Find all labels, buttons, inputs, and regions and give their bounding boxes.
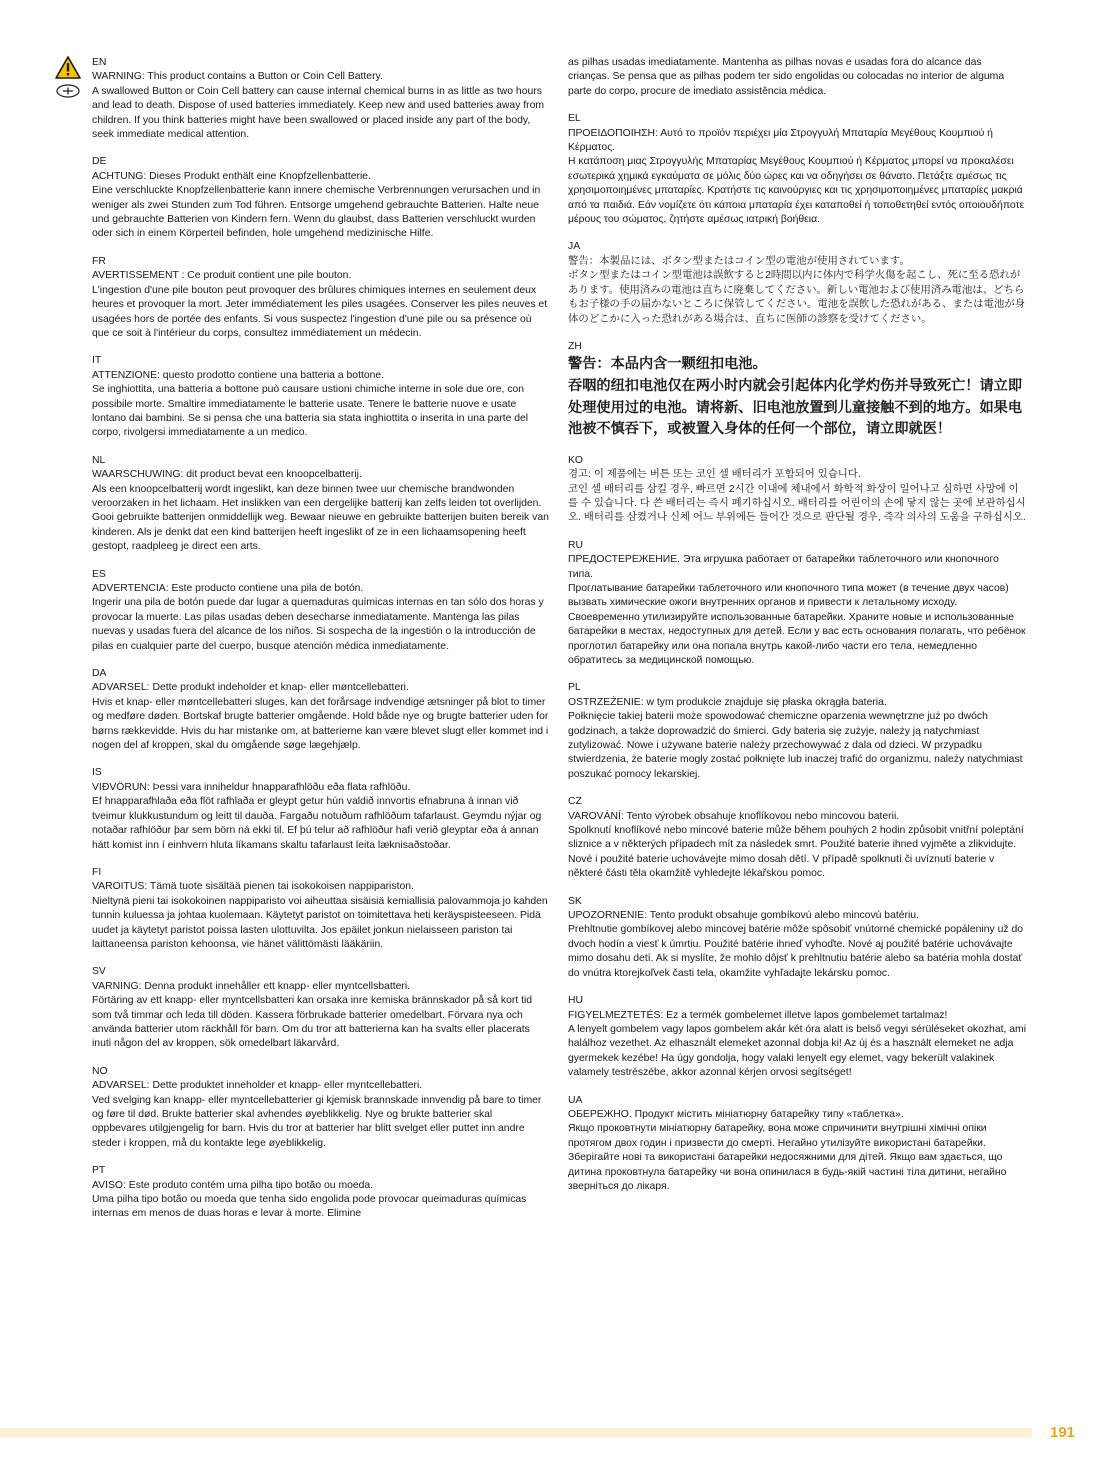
warning-text: ボタン型またはコイン型電池は誤飲すると2時間以内に体内で科学火傷を起こし、死に至る恐れがあります。使用済みの電池は直ちに廃棄してください。新しい電池および使用済み電池は、どちらもお子様の手の届かないところに保管してください。電池を誤飲した恐れがある、または電池が身体のどこかに入った恐れがある場合は、直ちに医師の診察を受けてください。 bbox=[568, 270, 1026, 325]
warning-text: Якщо проковтнути мініатюрну батарейку, вона може спричинити внутрішні хімічні опіки протягом двох годин і призвести до смерті. Негайно утилізуйте використані батарейки. Зберігайте нові та використані батарейки недосяжними для дітей. Якщо вам здається, що дитина проковтнула батарейку чи вона опинилася в будь-якій частині тіла дитини, негайно зверніться до лікаря. bbox=[568, 1123, 1007, 1192]
language-code: EN bbox=[92, 57, 107, 68]
warning-heading: WARNING: This product contains a Button or Coin Cell Battery. bbox=[92, 71, 383, 83]
warning-text: Hvis et knap- eller møntcellebatteri sluges, kan det forårsage indvendige ætsninger på blot to timer og medføre døden. Bortskaf brugte batterier omgående. Hold både nye og brugte batterier uden for børns rækkevidde. Hvis du har mistanke om, at batterierne kan være blevet slugt eller kommet ind i nogen del af kroppen, skal du omgående søge lægehjælp. bbox=[92, 696, 549, 752]
warning-section-no bbox=[92, 1065, 549, 1151]
warning-text: A swallowed Button or Coin Cell battery can cause internal chemical burns in as little as two hours and lead to death. Dispose of used batteries immediately. Keep new and used batteries away from children. If you think batteries might have been swallowed or placed inside any part of the body, seek immediate medical attention. bbox=[92, 85, 545, 141]
language-code: ZH bbox=[568, 340, 582, 352]
warning-section-nl bbox=[92, 454, 549, 555]
warning-section-el bbox=[568, 112, 1026, 227]
warning-heading: WAARSCHUWING: dit product bevat een knoopcelbatterij. bbox=[92, 469, 362, 481]
warning-heading: VIÐVÖRUN: Þessi vara inniheldur hnapparafhlöðu eða flata rafhlöðu. bbox=[92, 781, 411, 793]
warning-text: Förtäring av ett knapp- eller myntcellsbatteri kan orsaka inre kemiska brännskador på så kort tid som två timmar och leda till döden. Kassera förbrukade batterier omedelbart. Förvara nya och använda batterier utom räckhåll för barn. Om du tror att batterierna kan ha svalts eller placerats inuti någon del av kroppen, sök omedelbart läkarvård. bbox=[92, 995, 533, 1050]
warning-text: 코인 셀 배터리를 삼킬 경우, 빠르면 2시간 이내에 체내에서 화학적 화상이 일어나고 심하면 사망에 이를 수 있습니다. 다 쓴 배터리는 즉시 폐기하십시오. 배터리를 어린이의 손에 닿지 않는 곳에 보관하십시오. 배터리를 삼켰거나 신체 어느 부위에든 들어간 것으로 판단될 경우, 즉각 의사의 도움을 구하십시오. bbox=[568, 483, 1026, 524]
language-code: HU bbox=[568, 995, 584, 1007]
language-code: CZ bbox=[568, 796, 582, 808]
warning-section-ja bbox=[568, 240, 1026, 326]
warning-heading: AVISO: Este produto contém uma pilha tipo botão ou moeda. bbox=[92, 1179, 374, 1191]
warning-heading: AVERTISSEMENT : Ce produit contient une pile bouton. bbox=[92, 270, 352, 282]
language-code: DE bbox=[92, 156, 107, 168]
icon-group bbox=[55, 56, 81, 99]
warning-text: Nieltynä pieni tai isokokoinen nappiparisto voi aiheuttaa sisäisiä kemiallisia palovammoja jo kahden tunnin kuluessa ja johtaa kuolemaan. Käytetyt paristot on toimitettava heti keräyspisteeseen. Pidä uudet ja käytetyt paristot poissa lasten ulottuvilta. Jos epäilet jonkun nielaisseen pariston tai laittaneensa pariston kehoonsa, vie hänet välittömästi lääkäriin. bbox=[92, 895, 548, 950]
warning-heading: 警告：本品内含一颗纽扣电池。 bbox=[568, 356, 767, 373]
warning-heading: ОБЕРЕЖНО. Продукт містить мініатюрну батарейку типу «таблетка». bbox=[568, 1108, 904, 1120]
warning-heading: ADVARSEL: Dette produkt indeholder et knap- eller møntcellebatteri. bbox=[92, 682, 409, 694]
warning-section-sk bbox=[568, 895, 1026, 981]
warning-text: Ved svelging kan knapp- eller myntcellebatterier gi kjemisk brannskade innvendig på bare to timer og føre til død. Brukte batterier skal avhendes øyeblikkelig. Nye og brukte batterier skal oppbevares utilgjengelig for barn. Hvis du tror at batterier har blitt svelget eller puttet inn andre steder i kroppen, må du kontakte lege øyeblikkelig. bbox=[92, 1094, 542, 1149]
warning-text: Połknięcie takiej baterii może spowodować chemiczne oparzenia wewnętrzne już po dwóch godzinach, a także doprowadzić do śmierci. Gdy bateria się zużyje, należy ją natychmiast zutylizować. Nowe i używane baterie należy przechowywać z dala od dzieci. W przypadku stwierdzenia, że baterie mogły zostać połknięte lub inaczej trafić do organizmu, należy natychmiast poszukać pomocy lekarskiej. bbox=[568, 711, 1023, 780]
warning-section-de bbox=[92, 155, 549, 241]
warning-text: Prehltnutie gombíkovej alebo mincovej batérie môže spôsobiť vnútorné chemické popáleniny už do dvoch hodín a viesť k úmrtiu. Použité batérie ihneď vyhoďte. Nové aj použité batérie uchovávajte mimo dosahu detí. Ak si myslíte, že mohlo dôjsť k prehltnutiu batérie alebo sa batéria mohla dostať do vnútra ktorejkoľvek časti tela, okamžite vyhľadajte lekársku pomoc. bbox=[568, 924, 1023, 979]
warning-text: Als een knoopcelbatterij wordt ingeslikt, kan deze binnen twee uur chemische brandwonden veroorzaken in het lichaam. Het inslikken van een dergelijke batterij kan zelfs leiden tot overlijden. Gooi gebruikte batterijen onmiddellijk weg. Bewaar nieuwe en gebruikte batterijen buiten bereik van kinderen. Als je denkt dat een kind batterijen heeft ingeslikt of ze in een lichaamsopening heeft gestopt, raadpleeg je direct een arts. bbox=[92, 483, 549, 553]
warning-heading: ΠΡΟΕΙΔΟΠΟΙΗΣΗ: Αυτό το προϊόν περιέχει μία Στρογγυλή Μπαταρία Μεγέθους Κουμπιού ή Κέρματος. bbox=[568, 127, 993, 154]
warning-triangle-icon bbox=[55, 56, 81, 79]
warning-section-ru bbox=[568, 539, 1026, 669]
language-code: KO bbox=[568, 454, 584, 466]
warning-text: Uma pilha tipo botão ou moeda que tenha sido engolida pode provocar queimaduras químicas internas em menos de duas horas e levar à morte. Elimine bbox=[92, 1194, 527, 1220]
warning-text: Проглатывание батарейки таблеточного или кнопочного типа может (в течение двух часов) вызвать химические ожоги внутренних органов и привести к летальному исходу. Своевременно утилизируйте использованные батарейки. Храните новые и использованные батарейки в местах, недоступных для детей. Если у вас есть основания полагать, что ребёнок проглотил батарейку или она попала внутрь какой-либо части его тела, немедленно обратитесь за медицинской помощью. bbox=[568, 582, 1026, 666]
right-column bbox=[568, 56, 1026, 1207]
language-code: JA bbox=[568, 241, 581, 253]
warning-heading: VAROVÁNÍ: Tento výrobek obsahuje knoflíkovou nebo mincovou baterii. bbox=[568, 810, 900, 822]
coin-battery-icon bbox=[55, 83, 81, 99]
warning-text: 吞咽的纽扣电池仅在两小时内就会引起体内化学灼伤并导致死亡！请立即处理使用过的电池。请将新、旧电池放置到儿童接触不到的地方。如果电池被不慎吞下，或被置入身体的任何一个部位，请立即就医！ bbox=[568, 377, 1023, 438]
language-code: EL bbox=[568, 113, 581, 125]
warning-section-es bbox=[92, 568, 549, 654]
warning-heading: VARNING: Denna produkt innehåller ett knapp- eller myntcellsbatteri. bbox=[92, 980, 411, 992]
warning-text: Ingerir una pila de botón puede dar lugar a quemaduras químicas internas en tan sólo dos horas y provocar la muerte. Las pilas usadas deben desecharse inmediatamente. Mantenga las pilas nuevas y usadas fuera del alcance de los niños. Si sospecha de la ingestión o la introducción de pilas en cualquier parte del cuerpo, busque atención médica inmediatamente. bbox=[92, 597, 544, 652]
language-code: PL bbox=[568, 682, 581, 694]
language-code: FI bbox=[92, 866, 102, 878]
warning-heading: ATTENZIONE: questo prodotto contiene una batteria a bottone. bbox=[92, 369, 385, 381]
warning-section-fi bbox=[92, 866, 549, 952]
language-code: IT bbox=[92, 355, 102, 367]
warning-section-ko bbox=[568, 454, 1026, 526]
language-code: DA bbox=[92, 668, 107, 680]
warning-section-pt bbox=[92, 1164, 549, 1222]
language-code: FR bbox=[92, 255, 106, 267]
language-code: NO bbox=[92, 1065, 108, 1077]
warning-text: Η κατάποση μιας Στρογγυλής Μπαταρίας Μεγέθους Κουμπιού ή Κέρματος μπορεί να προκαλέσει εσωτερικά χημικά εγκαύματα σε μόλις δύο ώρες και να οδηγήσει σε θάνατο. Πετάξτε αμέσως τις χρησιμοποιημένες μπαταρίες. Κρατήστε τις καινούργιες και τις χρησιμοποιημένες μπαταρίες μακριά από τα παιδιά. Εάν νομίζετε ότι κάποια μπαταρία έχει καταποθεί ή τοποθετηθεί εντός οποιουδήποτε μέρους του σώματος, ζητήστε αμέσως ιατρική βοήθεια. bbox=[568, 156, 1025, 226]
language-code: ES bbox=[92, 568, 106, 580]
language-code: NL bbox=[92, 454, 106, 466]
warning-heading: FIGYELMEZTETÉS: Ez a termék gombelemet illetve lapos gombelemet tartalmaz! bbox=[568, 1009, 948, 1021]
warning-section-it bbox=[92, 354, 549, 440]
warning-heading: VAROITUS: Tämä tuote sisältää pienen tai isokokoisen nappipariston. bbox=[92, 881, 414, 893]
language-code: SK bbox=[568, 895, 582, 907]
left-column bbox=[92, 56, 549, 1235]
warning-heading: ПРЕДОСТЕРЕЖЕНИЕ. Эта игрушка работает от батарейки таблеточного или кнопочного типа. bbox=[568, 554, 999, 580]
warning-text: Eine verschluckte Knopfzellenbatterie kann innere chemische Verbrennungen verursachen und in weniger als zwei Stunden zum Tod führen. Entsorge umgehend gebrauchte Batterien. Halte neue und gebrauchte Batterien von Kindern fern. Wenn du glaubst, dass Batterien verschluckt wurden oder sich in einem Körperteil befinden, hole umgehend medizinische Hilfe. bbox=[92, 185, 541, 240]
footer-band bbox=[0, 1428, 1032, 1438]
warning-heading: ACHTUNG: Dieses Produkt enthält eine Knopfzellenbatterie. bbox=[92, 170, 371, 182]
warning-heading: 警告：本製品には、ボタン型またはコイン型の電池が使用されています。 bbox=[568, 255, 910, 267]
warning-text: Spolknutí knoflíkové nebo mincové baterie může během pouhých 2 hodin způsobit vnitřní poleptání sliznice a v některých případech mít za následek smrt. Použité baterie ihned vyjměte a zlikvidujte. Nové i použité baterie uchovávejte mimo dosah dětí. V případě spolknutí či uvíznutí baterie v některé části těla okamžitě vyhledejte lékařskou pomoc. bbox=[568, 825, 1024, 880]
warning-text: Se inghiottita, una batteria a bottone può causare ustioni chimiche interne in sole due ore, con possibile morte. Smaltire immediatamente le batterie usate. Tenere le batterie nuove e usate lontano dai bambini. Se si pensa che una batteria sia stata inghiottita o inserita in una parte del corpo, rivolgersi immediatamente a un medico. bbox=[92, 384, 529, 439]
warning-section-pl bbox=[568, 681, 1026, 782]
warning-heading: 경고: 이 제품에는 버튼 또는 코인 셀 배터리가 포함되어 있습니다. bbox=[568, 469, 861, 481]
language-code: PT bbox=[92, 1165, 106, 1177]
warning-heading: UPOZORNENIE: Tento produkt obsahuje gombíkovú alebo mincovú batériu. bbox=[568, 910, 919, 922]
warning-heading: OSTRZEŻENIE: w tym produkcie znajduje się płaska okrągła bateria. bbox=[568, 696, 887, 708]
warning-text: A lenyelt gombelem vagy lapos gombelem akár két óra alatt is belső vegyi sérüléseket okozhat, ami halálhoz vezethet. Az elhasznált elemeket azonnal dobja ki! Az új és a használt elemeket ne adja gyermekek kezébe! Ha úgy gondolja, hogy valaki lenyelt egy elemet, vagy bekerült valakinek valamely testrészébe, akkor azonnal kérjen orvosi segítséget! bbox=[568, 1023, 1026, 1079]
language-code: RU bbox=[568, 539, 584, 551]
warning-section-continued bbox=[568, 56, 1026, 99]
warning-section-fr bbox=[92, 255, 549, 341]
warning-section-cz bbox=[568, 795, 1026, 881]
page-number: 191 bbox=[1050, 1424, 1076, 1441]
warning-heading: ADVARSEL: Dette produktet inneholder et knapp- eller myntcellebatteri. bbox=[92, 1080, 423, 1092]
warning-section-da bbox=[92, 667, 549, 753]
warning-section-hu bbox=[568, 994, 1026, 1080]
warning-text: as pilhas usadas imediatamente. Mantenha as pilhas novas e usadas fora do alcance das crianças. Se pensa que as pilhas podem ter sido engolidas ou colocadas no interior de alguma parte do corpo, procure de imediato assistência médica. bbox=[568, 57, 1005, 97]
warning-text: L'ingestion d'une pile bouton peut provoquer des brûlures chimiques internes en seulement deux heures et provoquer la mort. Jeter immédiatement les piles usagées. Conserver les piles neuves et usagées hors de portée des enfants. Si vous suspectez l'ingestion d'une pile ou sa présence où que ce soit à l'intérieur du corps, consultez immédiatement un médecin. bbox=[92, 284, 548, 339]
language-code: UA bbox=[568, 1094, 583, 1106]
language-code: IS bbox=[92, 767, 102, 779]
warning-section-is bbox=[92, 766, 549, 852]
warning-section-sv bbox=[92, 965, 549, 1051]
language-code: SV bbox=[92, 966, 106, 978]
warning-section-en bbox=[92, 56, 549, 142]
warning-section-ua bbox=[568, 1094, 1026, 1195]
warning-heading: ADVERTENCIA: Este producto contiene una pila de botón. bbox=[92, 583, 364, 594]
warning-section-zh bbox=[568, 340, 1026, 441]
warning-text: Ef hnapparafhlaða eða flöt rafhlaða er gleypt getur hún valdið innvortis efnabruna á innan við tveimur klukkustundum og leitt til dauða. Fargaðu notuðum rafhlöðum tafarlaust. Geymdu nýjar og notaðar rafhlöður þar sem börn ná ekki til. Ef þú telur að rafhlöður hafi verið gleyptar eða á annan hátt komist inn í einhvern hluta líkamans skaltu tafarlaust leita læknisaðstoðar. bbox=[92, 796, 542, 851]
